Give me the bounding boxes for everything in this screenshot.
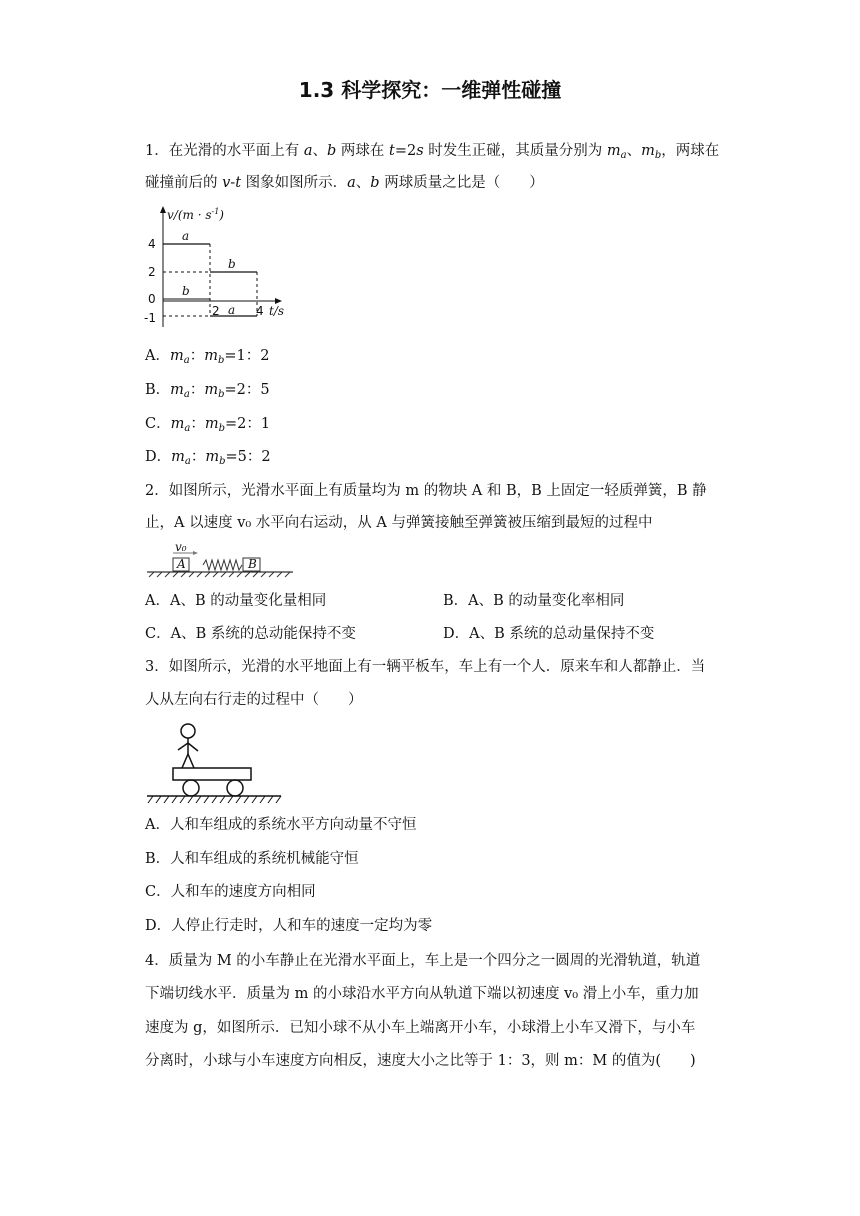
cart-body — [173, 768, 251, 780]
q1-option-c[interactable]: C．$m_a$：$m_b=2$：1 — [145, 416, 271, 434]
q3-option-d[interactable]: D．人停止行走时，人和车的速度一定均为零 — [145, 918, 433, 934]
page-title: 1.3 科学探究：一维弹性碰撞 — [298, 78, 562, 102]
person-arm-left — [178, 743, 188, 750]
q1-text: 两球质量之比是（ ） — [379, 175, 544, 191]
y-axis-label: $v/(m \cdot s^{-1})$ — [167, 207, 224, 222]
q3-option-a[interactable]: A．人和车组成的系统水平方向动量不守恒 — [145, 817, 417, 833]
cart-wheel-right — [227, 780, 243, 796]
q1-var-b: b — [327, 143, 337, 159]
block-b-label: B — [248, 557, 257, 571]
y-tick-neg1: -1 — [144, 311, 156, 325]
y-axis-arrow-icon — [160, 206, 166, 213]
question-3-line-1: 3．如图所示，光滑的水平地面上有一辆平板车，车上有一个人．原来车和人都静止．当 — [145, 659, 706, 675]
q1-text: 1．在光滑的水平面上有 — [145, 143, 304, 159]
person-leg-right — [188, 754, 194, 768]
ground-hatch — [149, 572, 290, 577]
q1-sep: 、 — [355, 175, 371, 191]
q2-option-c[interactable]: C．A、B 系统的总动能保持不变 — [145, 626, 356, 642]
q1-sep: 、 — [626, 143, 642, 159]
cart-wheel-left — [183, 780, 199, 796]
q1-var-a: a — [303, 143, 313, 159]
person-arm-right — [188, 743, 198, 751]
q1-text: 碰撞前后的 — [145, 175, 223, 191]
q1-text: ，两球在 — [661, 143, 720, 159]
q1-vt: v-t — [222, 175, 242, 191]
q1-time-var: t — [389, 143, 395, 159]
y-tick-0: 0 — [148, 292, 156, 306]
q1-var-b: b — [370, 175, 380, 191]
q1-mass-b-sub: b — [654, 150, 662, 161]
label-b-before: b — [182, 284, 190, 298]
q1-option-d[interactable]: D．$m_a$：$m_b=5$：2 — [145, 449, 271, 467]
y-tick-2: 2 — [148, 265, 156, 279]
label-a-top: a — [182, 229, 190, 243]
question-2-line-2: 止，A 以速度 v₀ 水平向右运动，从 A 与弹簧接触至弹簧被压缩到最短的过程中 — [145, 515, 653, 531]
q1-mass-b: m — [641, 143, 655, 159]
question-1-line-2 — [145, 173, 544, 193]
q1-mass-a: m — [606, 143, 621, 159]
q1-text: 图象如图所示． — [241, 175, 348, 191]
person-head — [181, 724, 195, 738]
q1-option-a[interactable]: A．$m_a$：$m_b=1$：2 — [145, 348, 270, 366]
q3-option-c[interactable]: C．人和车的速度方向相同 — [145, 884, 316, 900]
question-4-line-1: 4．质量为 M 的小车静止在光滑水平面上，车上是一个四分之一圆周的光滑轨道，轨道 — [145, 953, 701, 969]
q2-option-d[interactable]: D．A、B 系统的总动量保持不变 — [443, 626, 655, 642]
label-a-after: a — [228, 303, 236, 317]
q3-figure — [145, 722, 285, 806]
question-3-line-2: 人从左向右行走的过程中（ ） — [145, 692, 363, 708]
q1-time-val: =2 — [394, 143, 417, 159]
q2-figure — [145, 540, 295, 579]
block-a-label: A — [177, 557, 186, 571]
q3-option-b[interactable]: B．人和车组成的系统机械能守恒 — [145, 851, 359, 867]
velocity-label: v₀ — [175, 540, 187, 554]
ground-hatch — [148, 796, 281, 803]
x-tick-4: 4 — [256, 304, 264, 318]
q1-time-unit: s — [416, 143, 424, 159]
question-4-line-2: 下端切线水平．质量为 m 的小球沿水平方向从轨道下端以初速度 v₀ 滑上小车，重力加 — [145, 986, 699, 1002]
question-1-line-1 — [145, 141, 719, 166]
q1-text: 时发生正碰，其质量分别为 — [423, 143, 607, 159]
question-4-line-4: 分离时，小球与小车速度方向相反，速度大小之比等于 1：3，则 m：M 的值为( ) — [145, 1053, 696, 1069]
q1-mass-a-sub: a — [620, 150, 627, 161]
y-tick-4: 4 — [148, 237, 156, 251]
q1-var-a: a — [347, 175, 356, 191]
q2-option-a[interactable]: A．A、B 的动量变化量相同 — [145, 593, 327, 609]
label-b-after: b — [228, 257, 236, 271]
vt-graph — [140, 203, 300, 333]
question-2-line-1: 2．如图所示，光滑水平面上有质量均为 m 的物块 A 和 B，B 上固定一轻质弹簧，B 静 — [145, 483, 707, 499]
x-axis-label: t/s — [269, 304, 285, 318]
spring — [203, 560, 242, 570]
person-leg-left — [182, 754, 188, 768]
q1-sep: 、 — [312, 143, 327, 159]
question-4-line-3: 速度为 g，如图所示．已知小球不从小车上端离开小车，小球滑上小车又滑下，与小车 — [145, 1020, 696, 1036]
x-tick-2: 2 — [212, 304, 220, 318]
velocity-arrow-icon — [193, 551, 198, 555]
q1-text: 两球在 — [336, 143, 390, 159]
q2-option-b[interactable]: B．A、B 的动量变化率相同 — [443, 593, 625, 609]
q1-option-b[interactable]: B．$m_a$：$m_b=2$：5 — [145, 382, 270, 400]
